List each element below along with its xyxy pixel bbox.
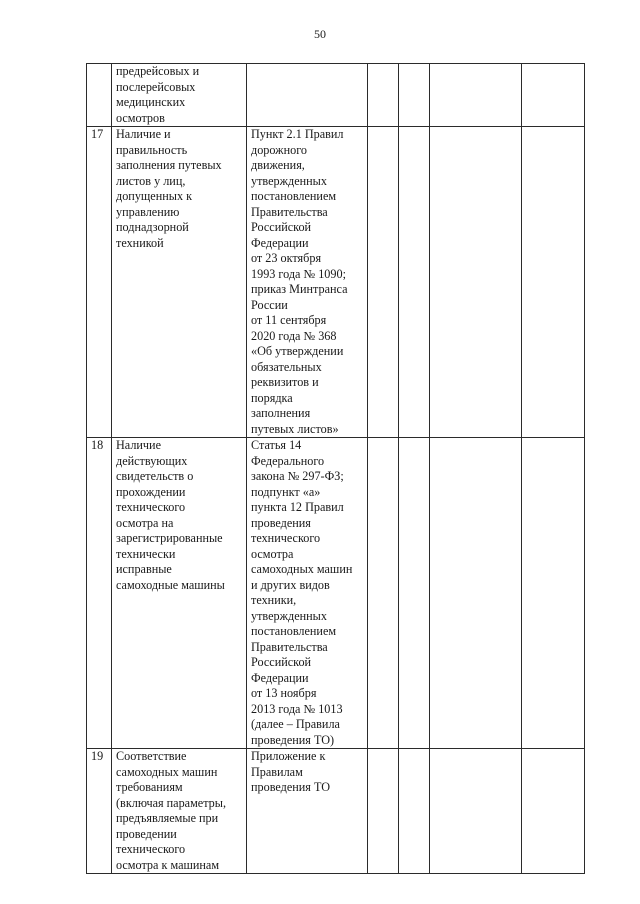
reference-line: Федерации — [251, 670, 309, 685]
reference-line: 2013 года № 1013 — [251, 701, 343, 716]
requirement-line: требованиям — [116, 780, 183, 794]
reference-line: Статья 14 — [251, 438, 302, 452]
empty-cell — [399, 749, 430, 874]
legal-reference-cell — [247, 64, 368, 127]
requirement-line: поднадзорной — [116, 220, 189, 234]
requirement-line: допущенных к — [116, 189, 192, 203]
empty-cell — [399, 64, 430, 127]
requirement-line: исправные — [116, 562, 172, 576]
requirement-line: (включая параметры, — [116, 795, 227, 810]
reference-line: Правительства — [251, 204, 328, 219]
legal-reference-cell — [247, 749, 368, 874]
reference-line: реквизитов и — [251, 375, 319, 389]
requirement-line: самоходных машин — [116, 764, 218, 779]
reference-line: утвержденных — [251, 173, 327, 188]
empty-cell — [430, 127, 522, 438]
row-number-cell: 18 — [87, 438, 112, 749]
requirement-line: зарегистрированные — [116, 531, 223, 545]
reference-line: от 23 октября — [251, 251, 322, 265]
empty-cell — [368, 438, 399, 749]
reference-line: Правительства — [251, 639, 328, 654]
reference-line: Федерального — [251, 453, 325, 468]
requirement-line: медицинских — [116, 95, 186, 109]
requirement-cell — [112, 749, 247, 874]
reference-line: (далее – Правила — [251, 717, 340, 731]
requirement-line: осмотра к машинам — [116, 857, 220, 872]
reference-line: Российской — [251, 220, 312, 234]
reference-line: Приложение к — [251, 749, 326, 763]
requirement-line: техникой — [116, 235, 164, 250]
requirement-cell — [112, 64, 247, 127]
reference-line: постановлением — [251, 624, 337, 638]
requirement-line: листов у лиц, — [116, 173, 186, 188]
reference-line: проведения ТО — [251, 780, 331, 794]
reference-line: постановлением — [251, 189, 337, 203]
empty-cell — [368, 749, 399, 874]
empty-cell — [430, 64, 522, 127]
reference-line: Российской — [251, 655, 312, 669]
reference-line: России — [251, 297, 288, 312]
empty-cell — [522, 438, 585, 749]
reference-line: «Об утверждении — [251, 344, 344, 358]
reference-line: и других видов — [251, 577, 330, 592]
reference-line: путевых листов» — [251, 421, 339, 436]
requirement-line: Наличие и — [116, 127, 171, 141]
table-row — [87, 749, 585, 874]
table-row — [87, 64, 585, 127]
reference-line: утвержденных — [251, 608, 327, 623]
empty-cell — [522, 64, 585, 127]
requirements-table — [86, 63, 585, 874]
reference-line: заполнения — [251, 406, 311, 420]
reference-line: приказ Минтранса — [251, 282, 348, 296]
requirement-line: прохождении — [116, 484, 186, 499]
requirement-line: управлению — [116, 204, 180, 219]
requirement-line: Наличие — [116, 438, 161, 452]
requirement-cell — [112, 438, 247, 749]
requirement-line: осмотров — [116, 110, 165, 125]
reference-line: Пункт 2.1 Правил — [251, 127, 344, 141]
empty-cell — [522, 749, 585, 874]
reference-line: подпункт «а» — [251, 484, 321, 499]
requirement-line: послерейсовых — [116, 79, 196, 94]
empty-cell — [368, 127, 399, 438]
empty-cell — [430, 749, 522, 874]
reference-line: пункта 12 Правил — [251, 500, 344, 514]
reference-line: от 11 сентября — [251, 313, 327, 327]
requirement-line: свидетельств о — [116, 469, 194, 483]
reference-line: от 13 ноября — [251, 686, 317, 700]
requirement-line: технически — [116, 546, 176, 561]
row-number-cell — [87, 64, 112, 127]
empty-cell — [399, 127, 430, 438]
reference-line: 1993 года № 1090; — [251, 266, 346, 281]
requirement-line: осмотра на — [116, 515, 174, 530]
requirement-line: самоходные машины — [116, 577, 225, 592]
table-body — [87, 64, 585, 874]
requirement-line: предрейсовых и — [116, 64, 200, 78]
reference-line: дорожного — [251, 142, 308, 157]
requirement-line: действующих — [116, 453, 188, 468]
requirement-line: правильность — [116, 142, 188, 157]
reference-line: Правилам — [251, 764, 303, 779]
reference-line: проведения ТО) — [251, 732, 335, 747]
empty-cell — [399, 438, 430, 749]
reference-line: технического — [251, 531, 321, 545]
reference-line: закона № 297-ФЗ; — [251, 469, 344, 483]
legal-reference-cell — [247, 127, 368, 438]
requirement-line: технического — [116, 842, 186, 856]
reference-line: порядка — [251, 390, 293, 405]
requirement-line: технического — [116, 500, 186, 514]
reference-line: Федерации — [251, 235, 309, 250]
row-number-cell: 17 — [87, 127, 112, 438]
requirement-line: предъявляемые при — [116, 811, 219, 825]
requirement-line: заполнения путевых — [116, 158, 222, 172]
requirement-line: проведении — [116, 826, 177, 841]
reference-line: техники, — [251, 593, 297, 607]
empty-cell — [522, 127, 585, 438]
row-number-cell: 19 — [87, 749, 112, 874]
table-row — [87, 438, 585, 749]
requirement-line: Соответствие — [116, 749, 187, 763]
reference-line: осмотра — [251, 546, 294, 561]
legal-reference-cell — [247, 438, 368, 749]
reference-line: 2020 года № 368 — [251, 328, 337, 343]
reference-line: самоходных машин — [251, 562, 353, 576]
empty-cell — [430, 438, 522, 749]
requirement-cell — [112, 127, 247, 438]
reference-line: движения, — [251, 158, 305, 172]
empty-cell — [368, 64, 399, 127]
reference-line: проведения — [251, 515, 311, 530]
table-row — [87, 127, 585, 438]
page-number: 50 — [314, 27, 326, 41]
reference-line: обязательных — [251, 359, 322, 374]
